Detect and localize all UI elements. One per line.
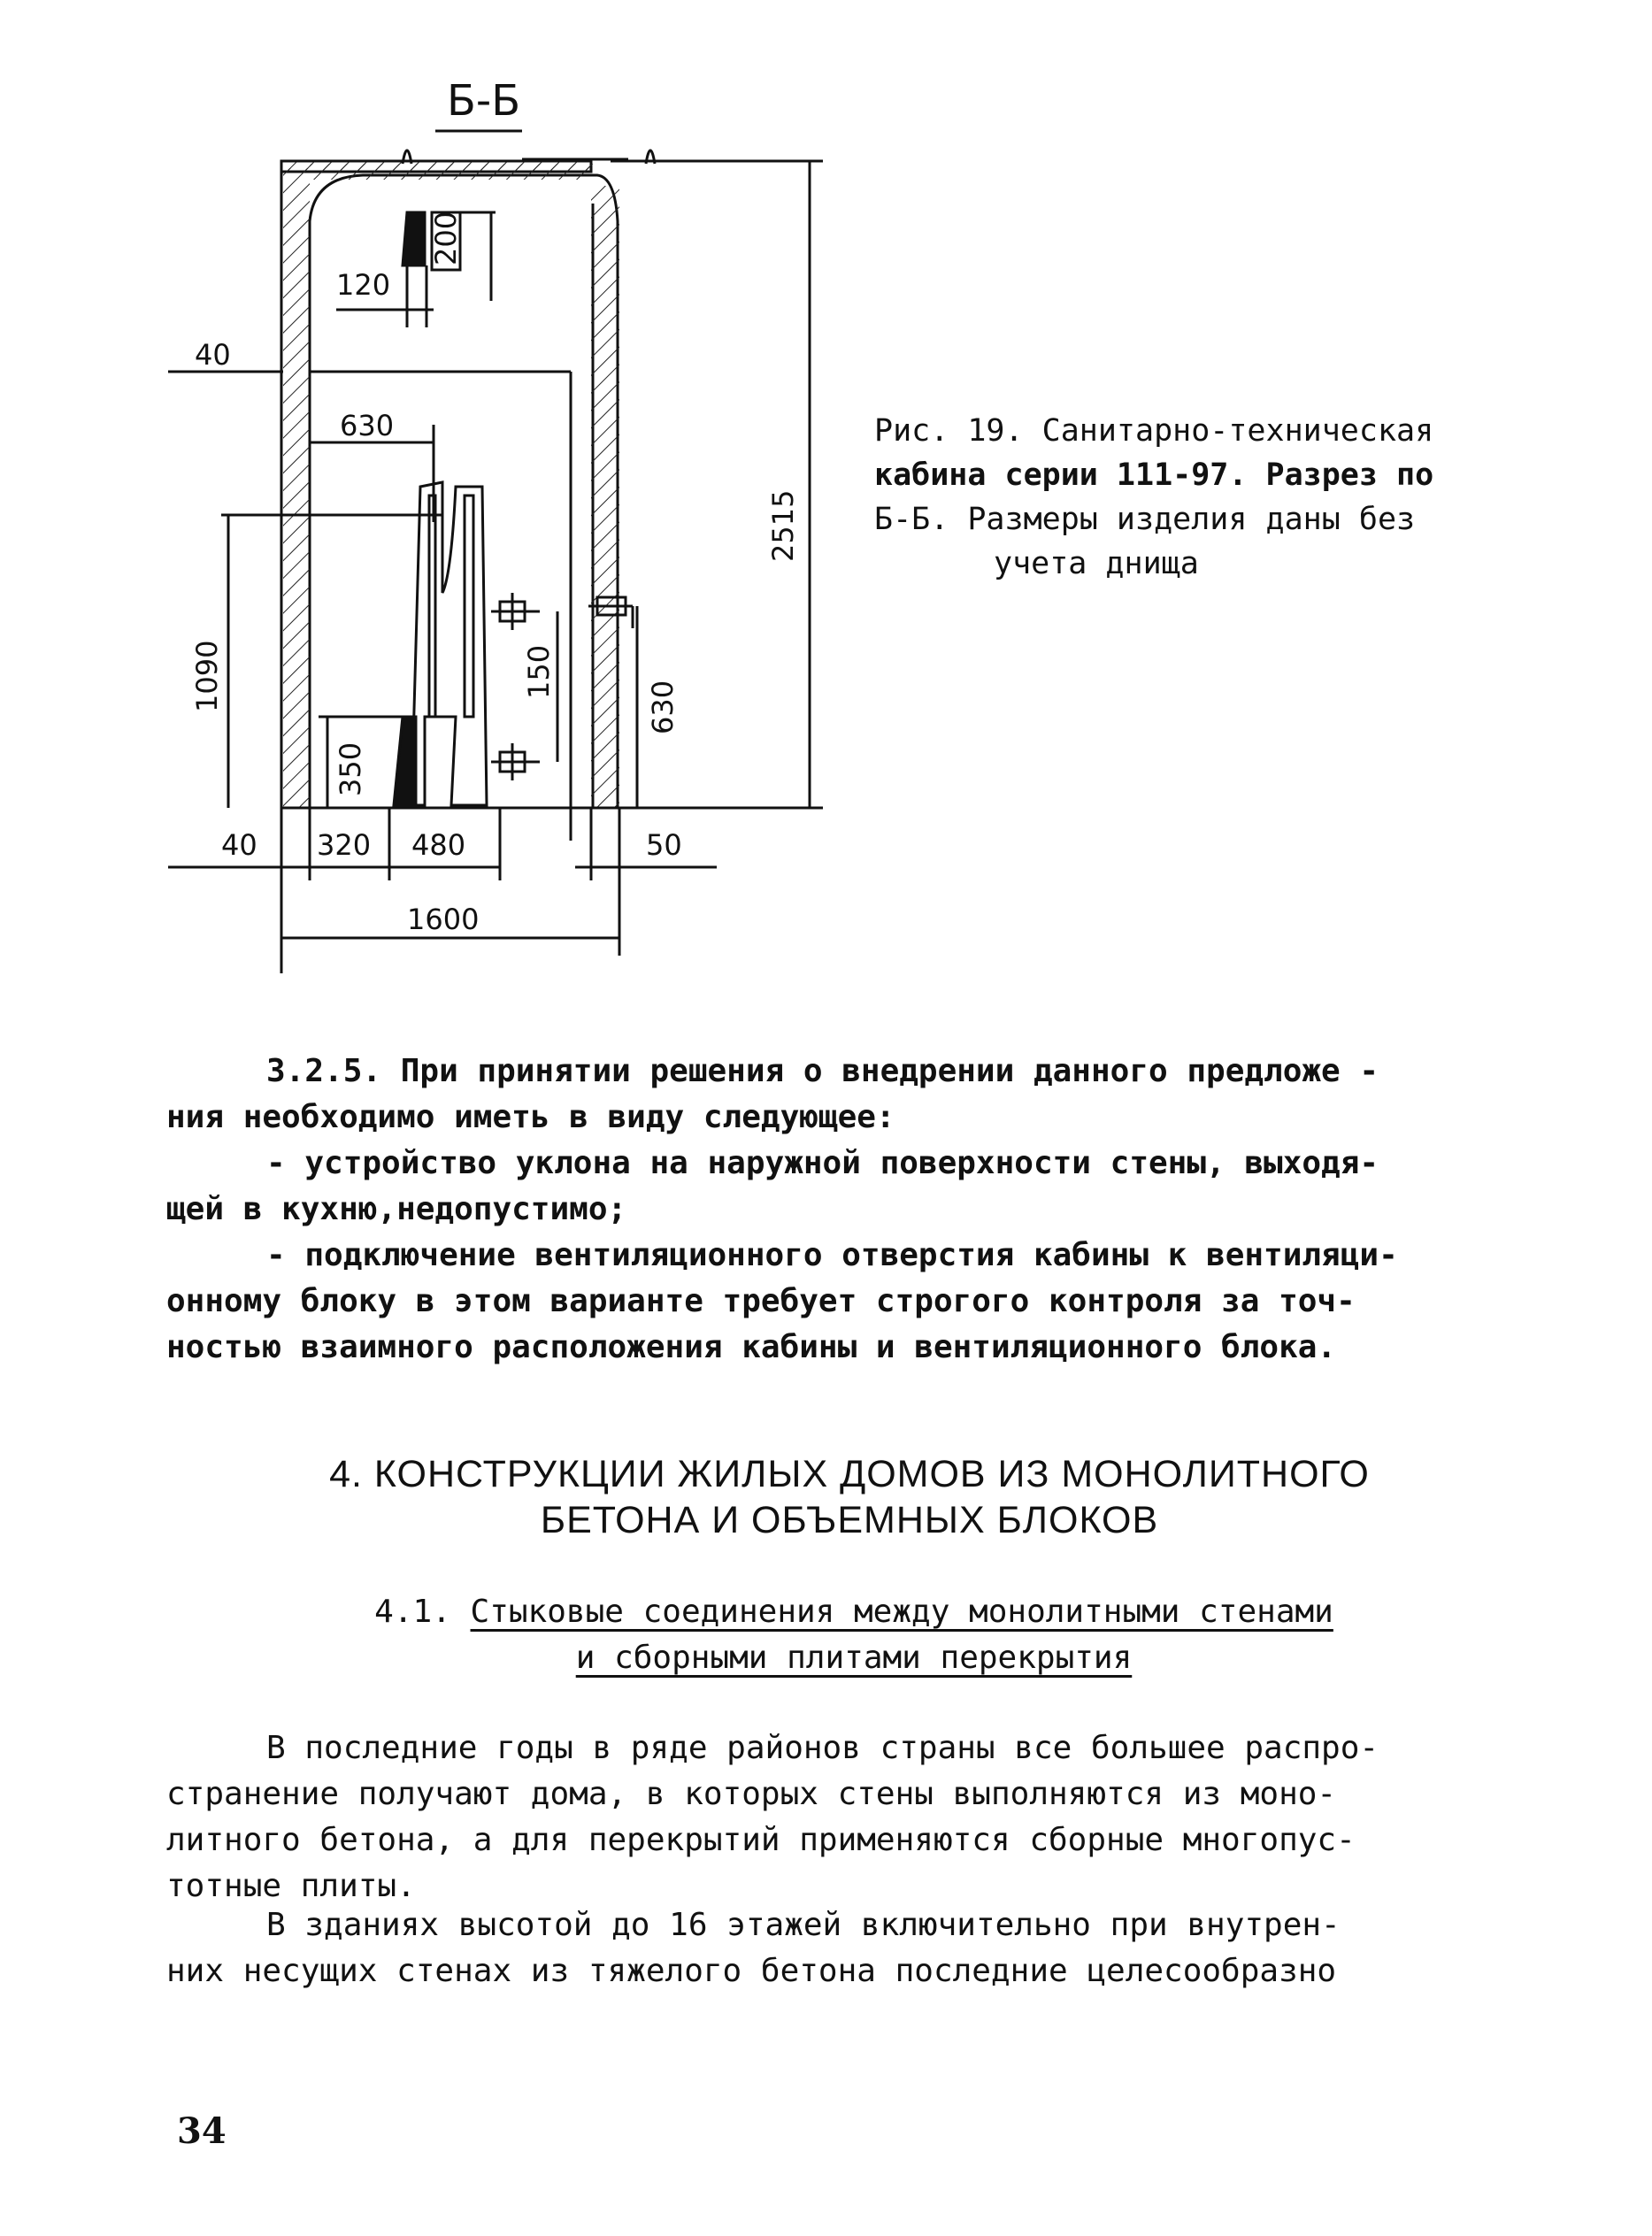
dim-200: 200 xyxy=(429,211,463,265)
paragraph-line: ния необходимо иметь в виду следующее: xyxy=(166,1099,895,1135)
caption-line: Б-Б. Размеры изделия даны без xyxy=(874,502,1416,537)
subsection-heading xyxy=(274,1589,1433,1681)
fixture-outline xyxy=(411,482,487,805)
paragraph-line: В последние годы в ряде районов страны все большее распро- xyxy=(266,1730,1379,1766)
subsection-title-line: и сборными плитами перекрытия xyxy=(575,1640,1133,1676)
cabin-section-drawing xyxy=(150,80,858,1000)
ventilation-opening xyxy=(403,212,425,265)
paragraph-1 xyxy=(166,1725,1476,1909)
paragraph-line: них несущих стенах из тяжелого бетона последние целесообразно xyxy=(166,1953,1337,1989)
paragraph-2 xyxy=(166,1902,1476,1994)
section-label: Б-Б xyxy=(447,80,521,126)
paragraph-line: 3.2.5. При принятии решения о внедрении данного предложе - xyxy=(266,1053,1379,1089)
left-wall xyxy=(283,168,310,808)
dim-630-horizontal: 630 xyxy=(340,409,395,442)
dim-2515: 2515 xyxy=(766,489,800,562)
drain-wedge xyxy=(394,717,416,805)
dim-40-bottom: 40 xyxy=(221,828,257,862)
subsection-title-line: Стыковые соединения между монолитными стенами xyxy=(470,1594,1333,1630)
paragraph-line: ностью взаимного расположения кабины и вентиляционного блока. xyxy=(166,1329,1337,1365)
subsection-number: 4.1. xyxy=(374,1594,451,1630)
dim-480: 480 xyxy=(411,828,466,862)
heading-line: 4. КОНСТРУКЦИИ ЖИЛЫХ ДОМОВ ИЗ МОНОЛИТНОГО xyxy=(329,1453,1370,1495)
dim-1090: 1090 xyxy=(190,640,224,712)
heading-line: БЕТОНА И ОБЪЕМНЫХ БЛОКОВ xyxy=(540,1499,1159,1541)
figure-caption xyxy=(874,409,1511,586)
paragraph-line: - подключение вентиляционного отверстия кабины к вентиляци- xyxy=(266,1237,1398,1273)
pipe-bracket-upper xyxy=(491,593,540,630)
pipe-bracket-lower xyxy=(491,743,540,780)
caption-line: Рис. 19. Санитарно-техническая xyxy=(874,413,1434,449)
caption-line: кабина серии 111-97. Разрез по xyxy=(874,457,1434,493)
right-wall xyxy=(591,186,619,808)
section-3-2-5 xyxy=(166,1049,1476,1371)
dim-350: 350 xyxy=(334,741,367,796)
dim-50: 50 xyxy=(646,828,682,862)
dim-120: 120 xyxy=(336,268,391,302)
paragraph-line: онному блоку в этом варианте требует строгого контроля за точ- xyxy=(166,1283,1356,1319)
dim-630-vertical: 630 xyxy=(646,680,680,734)
paragraph-line: - устройство уклона на наружной поверхности стены, выходя- xyxy=(266,1145,1379,1181)
dim-320: 320 xyxy=(317,828,372,862)
dim-1600: 1600 xyxy=(407,903,480,936)
dim-150: 150 xyxy=(522,644,556,699)
paragraph-line: странение получают дома, в которых стены выполняются из моно- xyxy=(166,1776,1337,1812)
paragraph-line: щей в кухню,недопустимо; xyxy=(166,1191,627,1227)
paragraph-line: тотные плиты. xyxy=(166,1868,416,1904)
chapter-heading xyxy=(265,1451,1433,1543)
paragraph-line: В зданиях высотой до 16 этажей включительно при внутрен- xyxy=(266,1907,1341,1943)
dim-40-left: 40 xyxy=(195,338,231,372)
caption-line: учета днища xyxy=(994,546,1199,581)
paragraph-line: литного бетона, а для перекрытий применяются сборные многопус- xyxy=(166,1822,1356,1858)
page-number: 34 xyxy=(177,2110,227,2152)
ceiling-slab xyxy=(310,164,593,180)
